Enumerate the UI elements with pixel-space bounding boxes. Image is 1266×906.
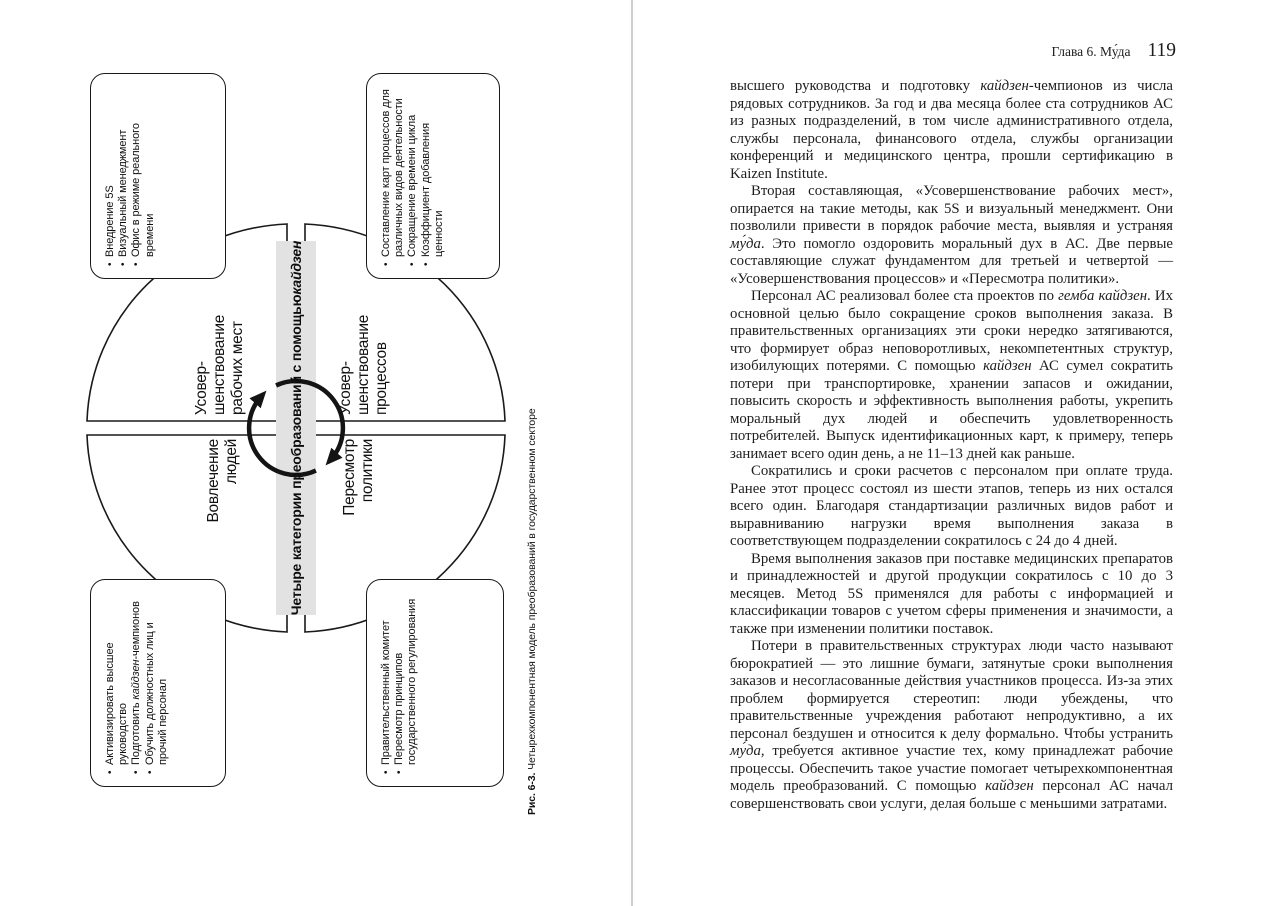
bullet-item [406, 80, 419, 266]
bullet-item [380, 80, 406, 266]
bullet-item [104, 586, 130, 774]
page-number: 119 [1147, 40, 1176, 61]
page-divider [631, 0, 633, 906]
quadrant-label-involvement: Вовлечение людей [205, 439, 240, 523]
bullet-text: Коэффициент добавления ценности [419, 123, 445, 257]
bullet-item [393, 586, 419, 774]
bullet-marker: • [381, 262, 392, 266]
chapter-title: Глава 6. Му́да [1051, 44, 1131, 59]
bullet-text: Сокращение времени цикла [406, 114, 419, 257]
corner-box-involvement [90, 579, 226, 787]
corner-box-workplace [90, 73, 226, 279]
bullet-item [104, 80, 117, 266]
bullet-marker: • [131, 262, 143, 266]
figure-title: Четыре категории преобразований с помощью кайдзен [288, 240, 304, 616]
corner-box-process [366, 73, 500, 279]
bullet-marker: • [394, 770, 406, 774]
body-paragraph: Время выполнения заказов при поставке медицинских препаратов и принадлежностей и другой продукции сократилось с 10 до 3 месяцев. Метод 5S применялся для работы с информацией и классификации товаров с учетом сферы применения и значимости, а также при изменении политики поставок. [730, 550, 1173, 637]
bullet-item [130, 80, 156, 266]
body-paragraph: высшего руководства и подготовку кайдзен-чемпионов из числа рядовых сотрудников. За год и два месяца более ста сотрудников АС из разных подразделений, в том числе административного отдела, службы персонала, финансового отдела, службы организации конференций и медицинского центра, прошли сертификацию в Kaizen Institute. [730, 78, 1173, 182]
quadrant-label-process: Усовер- шенствование процессов [337, 314, 390, 415]
bullet-text: Правительственный комитет [380, 620, 392, 765]
quadrant-label-workplace: Усовер- шенствование рабочих мест [193, 314, 246, 415]
bullet-marker: • [118, 262, 130, 266]
running-header [1051, 40, 1176, 62]
body-text [730, 78, 1173, 813]
bullet-text: Офис в режиме реального времени [130, 123, 156, 257]
bullet-item [144, 586, 170, 774]
quadrant-label-policy: Пересмотр политики [341, 439, 376, 516]
body-paragraph: Потери в правительственных структурах люди часто называют бюрократией — это лишние бумаги, затянутые сроки выполнения заказов и несогласованные действия участников процесса. Из-за этих проблем формируется стереотип: люди убеждены, что правительственные учреждения работают непродуктивно, а их персонал бездушен и относится к делу формально. Чтобы устранить му́да, требуется активное участие тех, кому принадлежат рабочие процессы. Обеспечить такое участие помогает четырехкомпонентная модель преобразований. С помощью кайдзен персонал АС начал совершенствовать свои услуги, делая больше с меньшими затратами. [730, 638, 1173, 812]
bullet-text: Подготовить кайдзен-чемпионов [130, 601, 143, 765]
body-paragraph: Персонал АС реализовал более ста проектов по гемба кайдзен. Их основной целью было сокращение сроков выполнения заказа. В правительственных организациях эти сроки нередко затягиваются, что формирует образ неповоротливых, некомпетентных структур, изобилующих потерями. С помощью кайдзен АС сумел сократить потери при транспортировке, хранении запасов и ожидании, повысить скорость и эффективность выполнения работы, укрепить моральный дух людей и обеспечить удовлетворенность потребителей. Выпуск идентификационных карт, к примеру, теперь занимает всего один день, а не 11–13 дней как раньше. [730, 288, 1173, 462]
bullet-marker: • [420, 262, 432, 266]
bullet-text: Визуальный менеджмент [117, 129, 130, 257]
bullet-item [117, 80, 130, 266]
bullet-item [420, 80, 446, 266]
bullet-text: Внедрение 5S [104, 185, 116, 257]
bullet-marker: • [381, 770, 392, 774]
bullet-marker: • [105, 770, 116, 774]
bullet-text: Пересмотр принципов государственного регулирования [393, 598, 419, 765]
bullet-text: Составление карт процессов для различных видов деятельности [380, 89, 406, 257]
bullet-item [130, 586, 143, 774]
bullet-marker: • [105, 262, 116, 266]
body-paragraph: Вторая составляющая, «Усовершенствование рабочих мест», опирается на такие методы, как 5S и визуальный менеджмент. Они позволили привести в порядок рабочие места, выявляя и устраняя му́да. Это помогло оздоровить моральный дух в АС. Две первые составляющие служат фундаментом для третьей и четвертой — «Усовершенствования процессов» и «Пересмотра политики». [730, 183, 1173, 287]
bullet-marker: • [131, 770, 143, 774]
figure-caption: Рис. 6-3. Четырехкомпонентная модель преобразований в государственном секторе [526, 408, 538, 815]
bullet-text: Обучить должностных лиц и прочий персонал [143, 622, 169, 765]
bullet-marker: • [407, 262, 419, 266]
corner-box-policy [366, 579, 504, 787]
bullet-text: Активизировать высшее руководство [104, 642, 130, 765]
figure-6-3 [78, 57, 558, 817]
bullet-item [380, 586, 393, 774]
body-paragraph: Сократились и сроки расчетов с персоналом при оплате труда. Ранее этот процесс состоял из шести этапов, теперь из них остался всего один. Благодаря стандартизации различных видов работ и выравниванию нагрузки время выполнения заказа в соответствующем подразделении сократилось с 24 до 4 дней. [730, 463, 1173, 549]
bullet-marker: • [144, 770, 156, 774]
